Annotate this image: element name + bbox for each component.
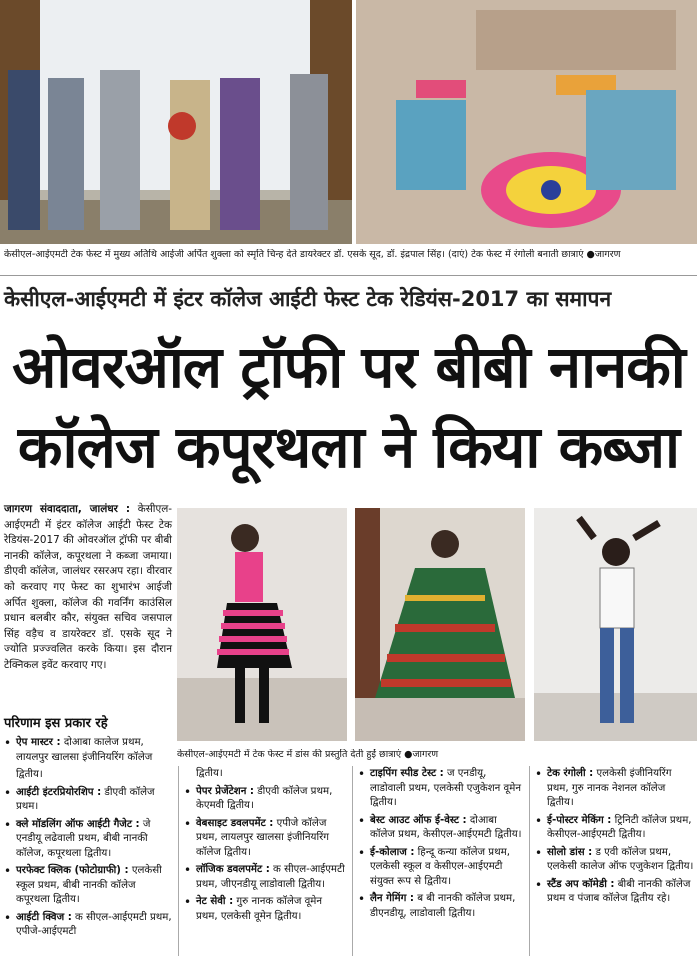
result-item: [535, 878, 695, 907]
result-name: ऐप मास्टर :: [16, 737, 61, 748]
result-item: [184, 863, 346, 892]
result-item: [4, 736, 172, 765]
result-item: [4, 818, 172, 862]
dance-caption-text: केसीएल-आईएमटी में टेक फेस्ट में डांस की प्रस्तुति देती हुईं छात्राएं: [177, 749, 402, 760]
result-name: टेक रंगोली :: [547, 768, 594, 779]
result-name: आईटी क्विज :: [16, 911, 72, 923]
result-text: क सीएल-आईएमटी प्रथम, जीएनडीयू लाडोवाली द्वितीय।: [196, 864, 345, 890]
result-text: एलकेसी स्कूल प्रथम, बीबी नानकी कॉलेज कपूरथला द्वितीय।: [16, 865, 162, 905]
result-text: दोआबा कालेज प्रथम, लायलपुर खालसा इंजीनियरिंग कॉलेज: [16, 737, 153, 763]
camera-icon: ●: [586, 249, 595, 260]
results-column-3: [358, 767, 524, 924]
result-item: [358, 892, 524, 921]
divider: [0, 275, 697, 276]
result-text: डीएवी कॉलेज प्रथम।: [16, 786, 155, 812]
result-name: वेबसाइट डवलपमेंट :: [196, 817, 274, 829]
result-name: बेस्ट आउट ऑफ ई-वेस्ट :: [370, 814, 467, 826]
photo-award-ceremony: [0, 0, 352, 244]
result-item: [184, 817, 346, 861]
results-heading: परिणाम इस प्रकार रहे: [4, 716, 108, 731]
column-divider: [352, 766, 353, 956]
result-continuation: द्वितीय।: [16, 769, 43, 780]
top-caption-text: केसीएल-आईएमटी टेक फेस्ट में मुख्य अतिथि आईजी अर्पित शुक्ला को स्मृति चिन्ह देते डायरेक्टर डॉ. एसके सूद, डॉ. इंद्रपाल सिंह। (दाएं) टेक फेस्ट में रंगोली बनाती छात्राएं: [4, 249, 584, 260]
result-text: ट्रिनिटी कॉलेज प्रथम, केसीएल-आईएमटी द्वितीय।: [547, 814, 692, 840]
camera-icon: ●: [404, 749, 413, 760]
result-name: स्टैंड अप कॉमेडी :: [547, 878, 615, 890]
result-name: ई-पोस्टर मेकिंग :: [547, 814, 612, 826]
dance-photo-caption: [177, 749, 527, 761]
kicker: केसीएल-आईएमटी में इंटर कॉलेज आईटी फेस्ट टेक रेडियंस-2017 का समापन: [4, 287, 612, 311]
photo-dancer-3: [534, 508, 697, 741]
result-name: परफेक्ट क्लिक (फोटोग्राफी) :: [16, 865, 129, 876]
result-name: ई-कोलाज :: [370, 846, 415, 858]
result-item: [535, 814, 695, 843]
results-column-1: [4, 736, 172, 943]
result-name: पेपर प्रेजेंटेशन :: [196, 785, 254, 797]
result-continuation: द्वितीय।: [196, 768, 223, 779]
result-text: क सीएल-आईएमटी प्रथम, एपीजे-आईएमटी: [16, 911, 172, 937]
result-text: ज एनडीयू, लाडोवाली प्रथम, एलकेसी एजुकेशन वूमेन द्वितीय।: [370, 768, 521, 808]
result-name: आईटी इंटरप्रियोरशिप :: [16, 786, 102, 798]
result-name: क्ले मॉडलिंग ऑफ आईटी गैजेट :: [16, 818, 140, 830]
result-text: दोआबा कॉलेज प्रथम, केसीएल-आईएमटी द्वितीय।: [370, 814, 522, 840]
dance-caption-credit: जागरण: [412, 749, 439, 760]
result-item: [4, 911, 172, 940]
result-item: [358, 846, 524, 890]
result-name: लॉजिक डवलपमेंट :: [196, 864, 270, 875]
result-name: लैन गेमिंग :: [370, 893, 414, 904]
result-text: एलकेसी इंजीनियरिंग प्रथम, गुरु नानक नेशनल कॉलेज द्वितीय।: [547, 768, 672, 808]
result-name: सोलो डांस :: [547, 846, 593, 858]
result-text: जे एनडीयू लढेवाली प्रथम, बीबी नानकी कॉलेज, कपूरथला द्वितीय।: [16, 818, 151, 859]
result-item: [184, 785, 346, 814]
result-item: [535, 846, 695, 875]
result-text: ड एवी कॉलेज प्रथम, एलकेसी कालेज ऑफ एजुकेशन द्वितीय।: [547, 846, 694, 872]
top-caption-credit: जागरण: [594, 249, 621, 260]
column-divider: [529, 766, 530, 956]
result-item: [4, 864, 172, 908]
result-text: एपीजे कॉलेज प्रथम, लायलपुर खालसा इंजीनियरिंग कॉलेज द्वितीय।: [196, 817, 330, 858]
result-text: डीएवी कॉलेज प्रथम, केएमवी द्वितीय।: [196, 785, 333, 811]
results-column-4: [535, 767, 695, 910]
column-divider: [178, 766, 179, 956]
photo-rangoli: [356, 0, 697, 244]
result-text: बीबी नानकी कॉलेज प्रथम व पंजाब कॉलेज द्वितीय रहे।: [547, 878, 691, 904]
result-item: [358, 814, 524, 843]
result-text: गुरु नानक कॉलेज वूमेन प्रथम, एलकेसी वूमेन द्वितीय।: [196, 896, 323, 922]
result-text: हिन्दू कन्या कॉलेज प्रथम, एलकेसी स्कूल व केसीएल-आईएमटी संयुक्त रूप से द्वितीय।: [370, 846, 510, 887]
result-item: [535, 767, 695, 811]
intro-text: केसीएल-आईएमटी में इंटर कॉलेज आईटी फेस्ट टेक रेडियंस-2017 की ओवरऑल ट्रॉफी पर बीबी नानकी कॉलेज, कपूरथला ने कब्जा जमाया। डीएवी कॉलेज, जालंधर रसरअप रहा। वीरवार को करवाए गए फेस्ट का शुभारंभ आईजी अर्पित शुक्ला, कॉलेज की गवर्निंग काउंसिल प्रधान बलबीर कौर, संयुक्त सचिव जसपाल सिंह वड़ैच व डायरेक्टर डॉ. एसके सूद ने ज्योति प्रज्ज्वलित करके किया। इस दौरान टेक्निकल इवेंट करवाए गए।: [4, 503, 172, 671]
result-name: टाइपिंग स्पीड टेस्ट :: [370, 768, 444, 779]
result-name: नेट सेवी :: [196, 896, 234, 907]
photo-dancer-1: [177, 508, 347, 741]
top-photo-caption: [4, 249, 694, 261]
photo-dancer-2: [355, 508, 525, 741]
headline-line-1: ओवरऑल ट्रॉफी पर बीबी नानकी: [12, 333, 685, 401]
result-item: [358, 767, 524, 811]
headline-line-2: कॉलेज कपूरथला ने किया कब्जा: [17, 413, 680, 481]
dateline: जागरण संवाददाता, जालंधर :: [4, 503, 131, 515]
results-column-2: [184, 767, 346, 927]
result-item: [184, 895, 346, 924]
result-text: ब बी नानकी कॉलेज प्रथम, डीएनडीयू, लाडोवाली द्वितीय।: [370, 893, 516, 919]
result-item: [4, 786, 172, 815]
intro-paragraph: [4, 502, 172, 674]
